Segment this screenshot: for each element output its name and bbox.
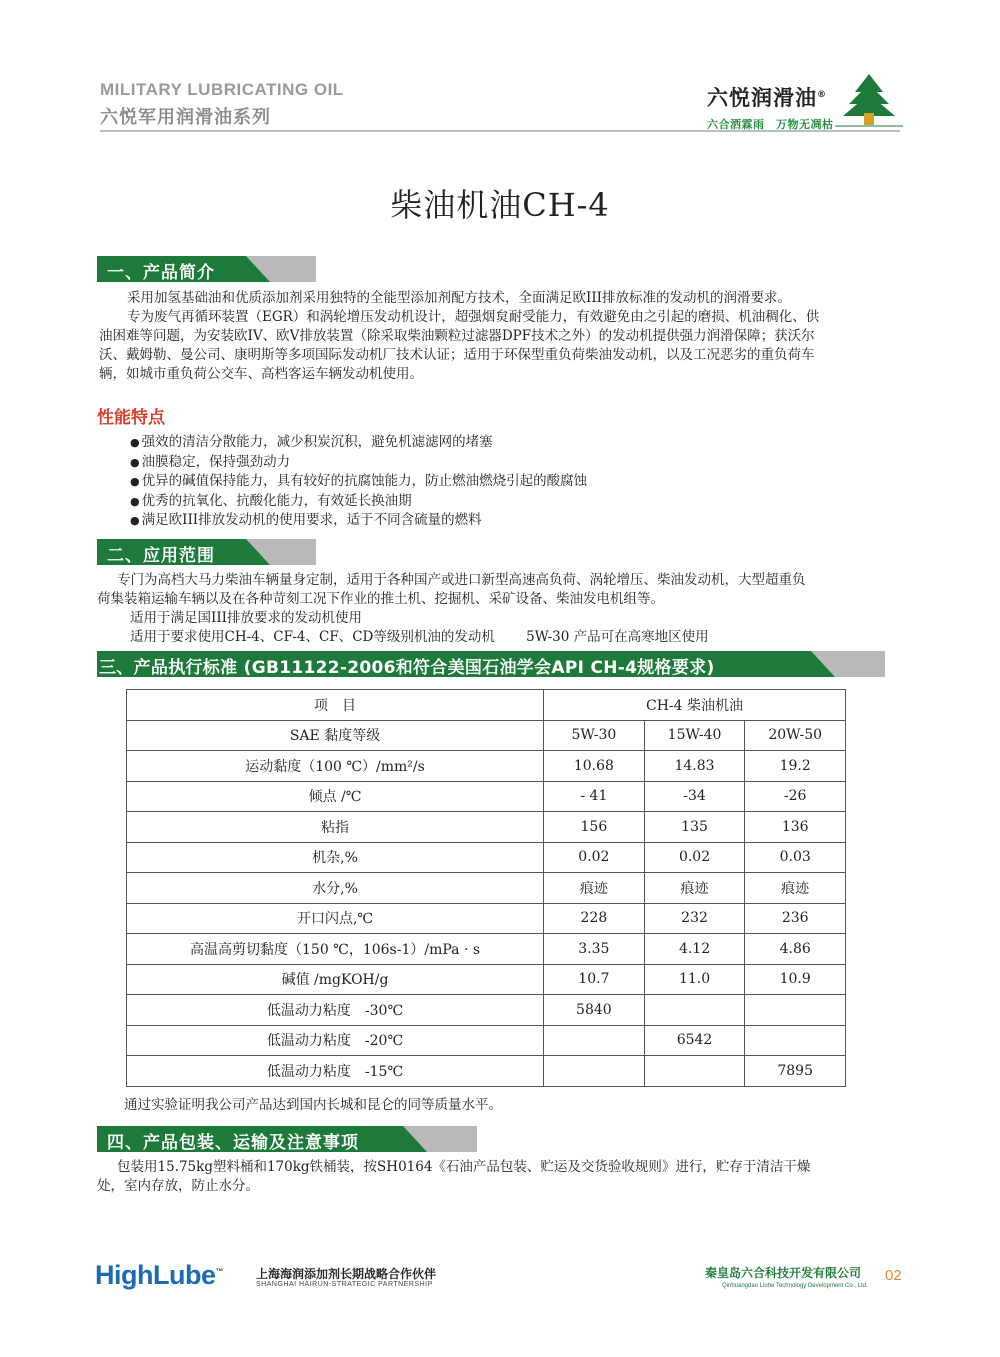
table-row [127,842,846,873]
table-cell: 228 [544,903,645,934]
table-row [127,720,846,751]
table-cell: 水分,% [127,873,544,904]
section-heading-intro: 一、产品简介 [97,256,316,282]
table-row [127,873,846,904]
partner-text-en: SHANGHAI HAIRUN-STRATEGIC PARTNERSHIP [256,1281,433,1288]
table-cell: 高温高剪切黏度（150 ℃，106s-1）/mPa · s [127,934,544,965]
table-row [127,1056,846,1087]
highlube-logo: HighLube™ [95,1260,223,1290]
packaging-paragraph: 处，室内存放，防止水分。 [97,1178,259,1194]
intro-text [99,289,909,384]
intro-paragraph: 专为废气再循环装置（EGR）和涡轮增压发动机设计，超强烟炱耐受能力，有效避免由之引起的磨损、机油稠化、供 [127,309,820,325]
table-cell: 0.02 [644,842,745,873]
table-cell [644,995,745,1026]
table-cell: 痕迹 [544,873,645,904]
table-cell: 4.86 [745,934,846,965]
table-cell: 10.9 [745,964,846,995]
table-cell: 低温动力粘度 -15℃ [127,1056,544,1087]
section-heading-standard: 三、产品执行标准 (GB11122-2006和符合美国石油学会API CH-4规格要求) [97,651,885,677]
table-cell [745,1025,846,1056]
table-cell: 0.02 [544,842,645,873]
company-name-cn: 秦皇岛六合科技开发有限公司 [705,1266,862,1280]
table-row [127,995,846,1026]
table-cell: 11.0 [644,964,745,995]
page-title: 柴油机油CH-4 [390,186,610,224]
spec-table [126,689,846,1087]
list-item: ● 优异的碱值保持能力，具有较好的抗腐蚀能力，防止燃油燃烧引起的酸腐蚀 [130,472,587,492]
application-paragraph: 适用于满足国III排放要求的发动机使用 [130,610,362,626]
list-item: ● 油膜稳定，保持强劲动力 [130,453,587,473]
intro-paragraph: 辆，如城市重负荷公交车、高档客运车辆发动机使用。 [99,366,423,382]
application-text [97,571,909,647]
intro-paragraph: 沃、戴姆勒、曼公司、康明斯等多项国际发动机厂技术认证；适用于环保型重负荷柴油发动机，以及工况恶劣的重负荷车 [99,347,815,363]
table-cell [644,1056,745,1087]
table-cell: 倾点 /℃ [127,781,544,812]
application-paragraph: 适用于要求使用CH-4、CF-4、CF、CD等级别机油的发动机 5W-30 产品可在高寒地区使用 [130,629,709,645]
table-row [127,781,846,812]
table-cell: 碱值 /mgKOH/g [127,964,544,995]
list-item: ● 满足欧III排放发动机的使用要求，适于不同含硫量的燃料 [130,511,587,531]
packaging-text [97,1158,909,1196]
brand-block [707,82,834,132]
table-cell: SAE 黏度等级 [127,720,544,751]
table-header-item: 项 目 [127,690,544,721]
table-cell [745,995,846,1026]
table-header-product: CH-4 柴油机油 [544,690,846,721]
series-title-cn: 六悦军用润滑油系列 [100,107,271,128]
table-cell: 10.68 [544,751,645,782]
table-cell [544,1056,645,1087]
table-cell: 痕迹 [644,873,745,904]
table-cell: 0.03 [745,842,846,873]
table-cell: 156 [544,812,645,843]
brand-name: 六悦润滑油® [707,86,827,110]
table-cell: 开口闪点,℃ [127,903,544,934]
table-cell: 4.12 [644,934,745,965]
table-cell: 20W-50 [745,720,846,751]
section-heading-application: 二、应用范围 [97,539,316,565]
standard-note: 通过实验证明我公司产品达到国内长城和昆仑的同等质量水平。 [124,1097,502,1113]
table-cell: 232 [644,903,745,934]
table-cell: 运动黏度（100 ℃）/mm²/s [127,751,544,782]
partner-text-cn: 上海海润添加剂长期战略合作伙伴 [256,1267,437,1281]
table-cell: 7895 [745,1056,846,1087]
table-cell: 14.83 [644,751,745,782]
brand-slogan: 六合洒霖雨 万物无凋枯 [707,118,834,131]
performance-list [130,433,587,531]
page-number: 02 [885,1267,902,1284]
table-cell: 236 [745,903,846,934]
list-item: ● 优秀的抗氧化、抗酸化能力，有效延长换油期 [130,492,587,512]
intro-paragraph: 油困难等问题，为安装欧IV、欧V排放装置（除采取柴油颗粒过滤器DPF技术之外）的发动机提供强力润滑保障；获沃尔 [99,328,815,344]
table-cell: 135 [644,812,745,843]
series-title-en: MILITARY LUBRICATING OIL [100,80,344,99]
table-row [127,812,846,843]
table-cell [544,1025,645,1056]
performance-heading: 性能特点 [97,408,165,428]
table-cell: -34 [644,781,745,812]
application-paragraph: 专门为高档大马力柴油车辆量身定制，适用于各种国产或进口新型高速高负荷、涡轮增压、柴油发动机，大型超重负 [117,572,806,588]
table-cell: 136 [745,812,846,843]
table-row [127,934,846,965]
table-header-row [127,690,846,721]
table-cell: 低温动力粘度 -20℃ [127,1025,544,1056]
intro-paragraph: 采用加氢基础油和优质添加剂采用独特的全能型添加剂配方技术，全面满足欧III排放标准的发动机的润滑要求。 [127,290,791,306]
table-row [127,964,846,995]
table-cell: 3.35 [544,934,645,965]
table-cell: 15W-40 [644,720,745,751]
table-cell: 6542 [644,1025,745,1056]
tree-logo-icon [833,72,905,128]
company-name-en: Qinhuangdao Liuhe Technology Development Co., Ltd. [722,1283,868,1289]
table-cell: -26 [745,781,846,812]
table-row [127,751,846,782]
table-cell: 粘指 [127,812,544,843]
table-cell: 痕迹 [745,873,846,904]
table-cell: - 41 [544,781,645,812]
table-row [127,1025,846,1056]
list-item: ● 强效的清洁分散能力，减少积炭沉积，避免机滤滤网的堵塞 [130,433,587,453]
packaging-paragraph: 包装用15.75kg塑料桶和170kg铁桶装，按SH0164《石油产品包装、贮运及交货验收规则》进行，贮存于清洁干燥 [117,1159,811,1175]
table-row [127,903,846,934]
table-cell: 10.7 [544,964,645,995]
application-paragraph: 荷集装箱运输车辆以及在各种苛刻工况下作业的推土机、挖掘机、采矿设备、柴油发电机组等。 [97,591,664,607]
table-cell: 机杂,% [127,842,544,873]
table-cell: 低温动力粘度 -30℃ [127,995,544,1026]
table-cell: 19.2 [745,751,846,782]
section-heading-packaging: 四、产品包装、运输及注意事项 [97,1126,477,1152]
table-cell: 5840 [544,995,645,1026]
table-cell: 5W-30 [544,720,645,751]
